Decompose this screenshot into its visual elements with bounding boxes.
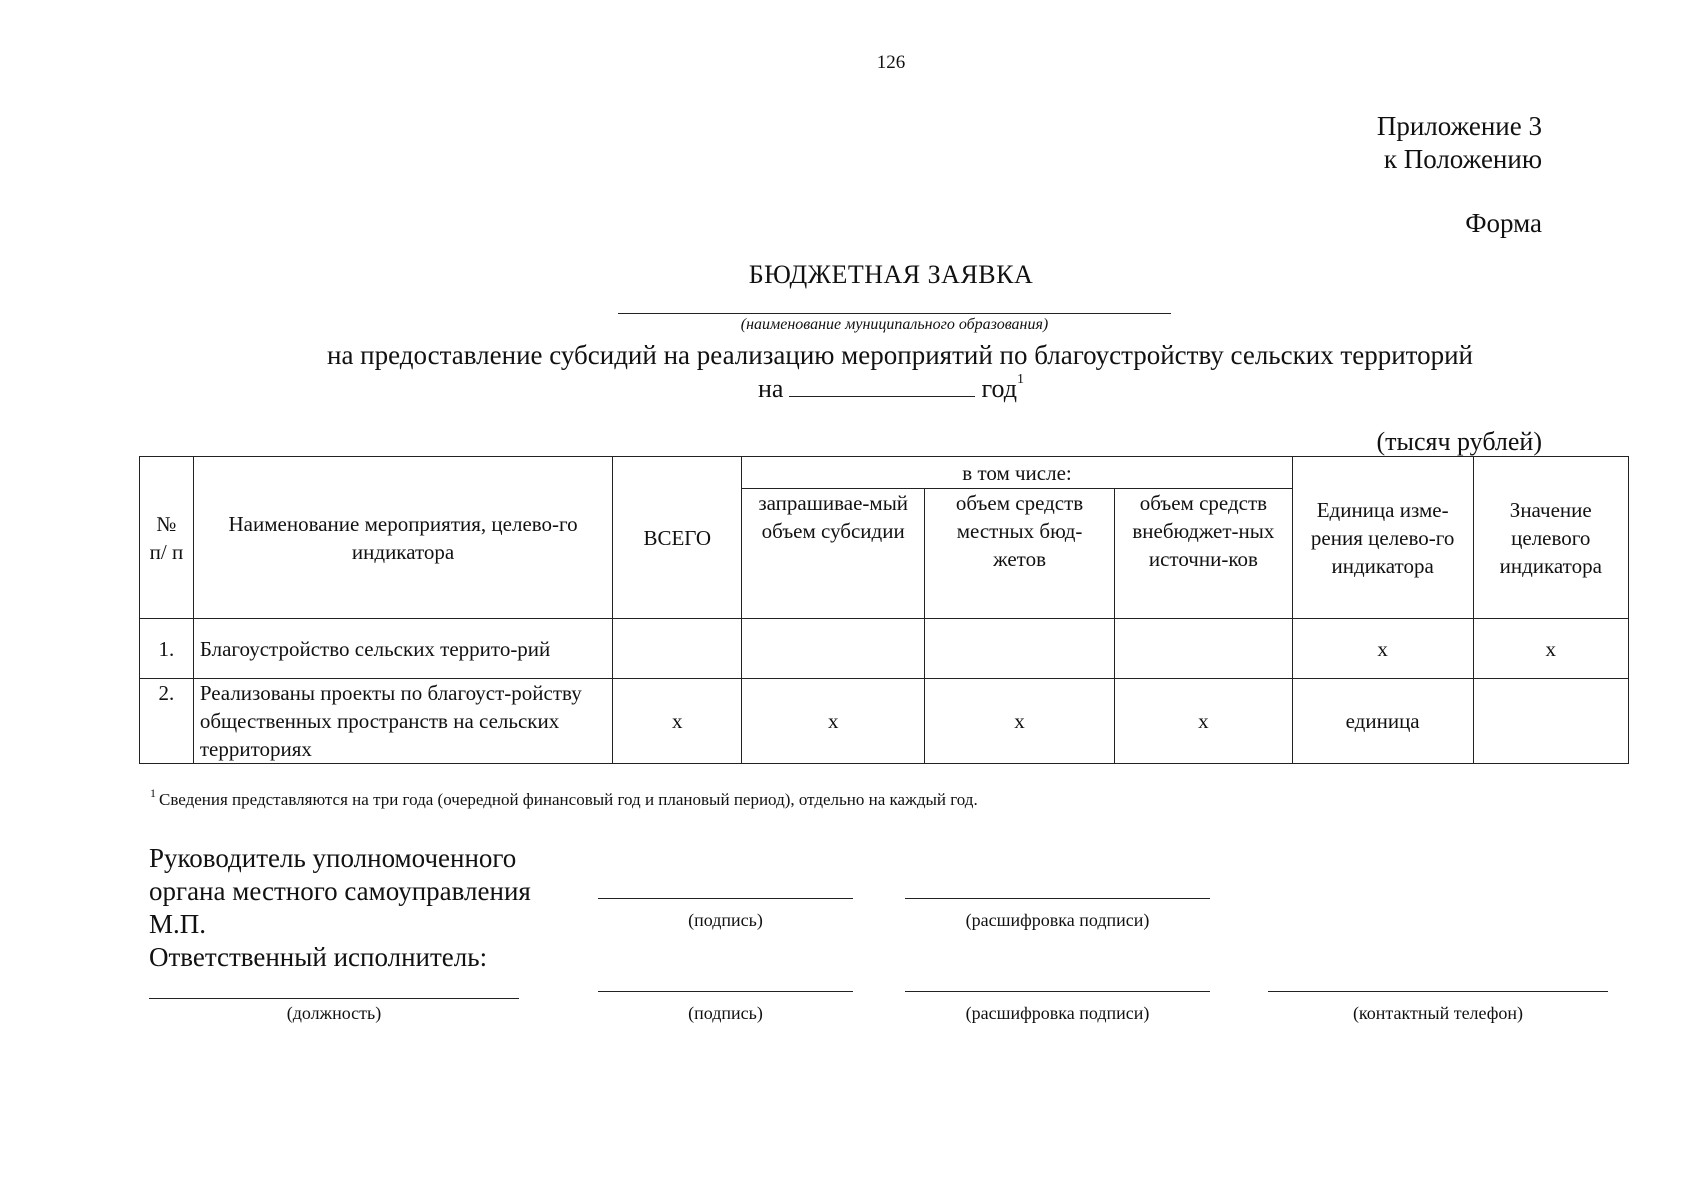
row-local: х [925,679,1115,764]
row-local [925,619,1115,679]
municipality-blank-line [618,313,1171,314]
appendix-line-2: к Положению [1383,144,1542,174]
row-extrabudget [1115,619,1293,679]
executor-signature-caption: (подпись) [688,1003,763,1023]
row-number: 2. [140,679,194,764]
header-number: № п/ п [140,457,194,619]
signature-block-text [149,842,531,974]
executor-phone-caption: (контактный телефон) [1352,1003,1524,1023]
row-total [613,619,742,679]
form-label: Форма [1465,208,1542,238]
header-value: Значение целевого индикатора [1473,457,1628,619]
table-header-row-1 [140,457,1629,489]
executor-phone-line [1268,991,1608,992]
head-signature-line [598,898,853,899]
row-name: Реализованы проекты по благоуст-ройству общественных пространств на сельских территориях [193,679,612,764]
header-including: в том числе: [742,457,1292,489]
footnote-text: Сведения представляются на три года (очередной финансовый год и плановый период), отдельно на каждый год. [159,790,978,809]
row-unit: х [1292,619,1473,679]
executor-label: Ответственный исполнитель: [149,942,488,972]
year-line [0,372,1697,404]
row-unit: единица [1292,679,1473,764]
executor-decoding-line [905,991,1210,992]
header-local: объем средств местных бюд-жетов [925,489,1115,619]
header-requested: запрашивае-мый объем субсидии [742,489,925,619]
executor-decoding-caption: (расшифровка подписи) [965,1003,1150,1023]
row-extrabudget: х [1115,679,1293,764]
appendix-reference [1377,110,1542,176]
row-name: Благоустройство сельских террито-рий [193,619,612,679]
head-title-line-1: Руководитель уполномоченного [149,843,517,873]
executor-position-line [149,998,519,999]
table-row [140,619,1629,679]
head-signature-caption: (подпись) [688,910,763,930]
row-value [1473,679,1628,764]
header-unit: Единица изме-рения целево-го индикатора [1292,457,1473,619]
stamp-label: М.П. [149,909,207,939]
year-prefix: на [758,374,784,403]
executor-position-caption: (должность) [286,1003,382,1023]
document-subtitle: на предоставление субсидий на реализацию мероприятий по благоустройству сельских территорий [327,340,1473,370]
header-extrabudget: объем средств внебюджет-ных источни-ков [1115,489,1293,619]
row-value: х [1473,619,1628,679]
units-label: (тысяч рублей) [1376,427,1542,456]
row-requested: х [742,679,925,764]
year-suffix: год [981,374,1017,403]
head-title-line-2: органа местного самоуправления [149,876,531,906]
year-blank [789,374,975,397]
document-title: БЮДЖЕТНАЯ ЗАЯВКА [748,260,1034,289]
row-number: 1. [140,619,194,679]
appendix-line-1: Приложение 3 [1376,111,1542,141]
header-name: Наименование мероприятия, целево-го индикатора [193,457,612,619]
budget-table [139,456,1629,764]
executor-signature-line [598,991,853,992]
header-total: ВСЕГО [613,457,742,619]
row-total: х [613,679,742,764]
municipality-caption: (наименование муниципального образования) [740,316,1049,333]
head-decoding-line [905,898,1210,899]
head-decoding-caption: (расшифровка подписи) [965,910,1150,930]
page-number: 126 [876,52,906,73]
footnote-mark: 1 [150,786,156,800]
footnote [150,786,978,810]
year-footnote-mark: 1 [1016,372,1024,387]
table-row [140,679,1629,764]
row-requested [742,619,925,679]
